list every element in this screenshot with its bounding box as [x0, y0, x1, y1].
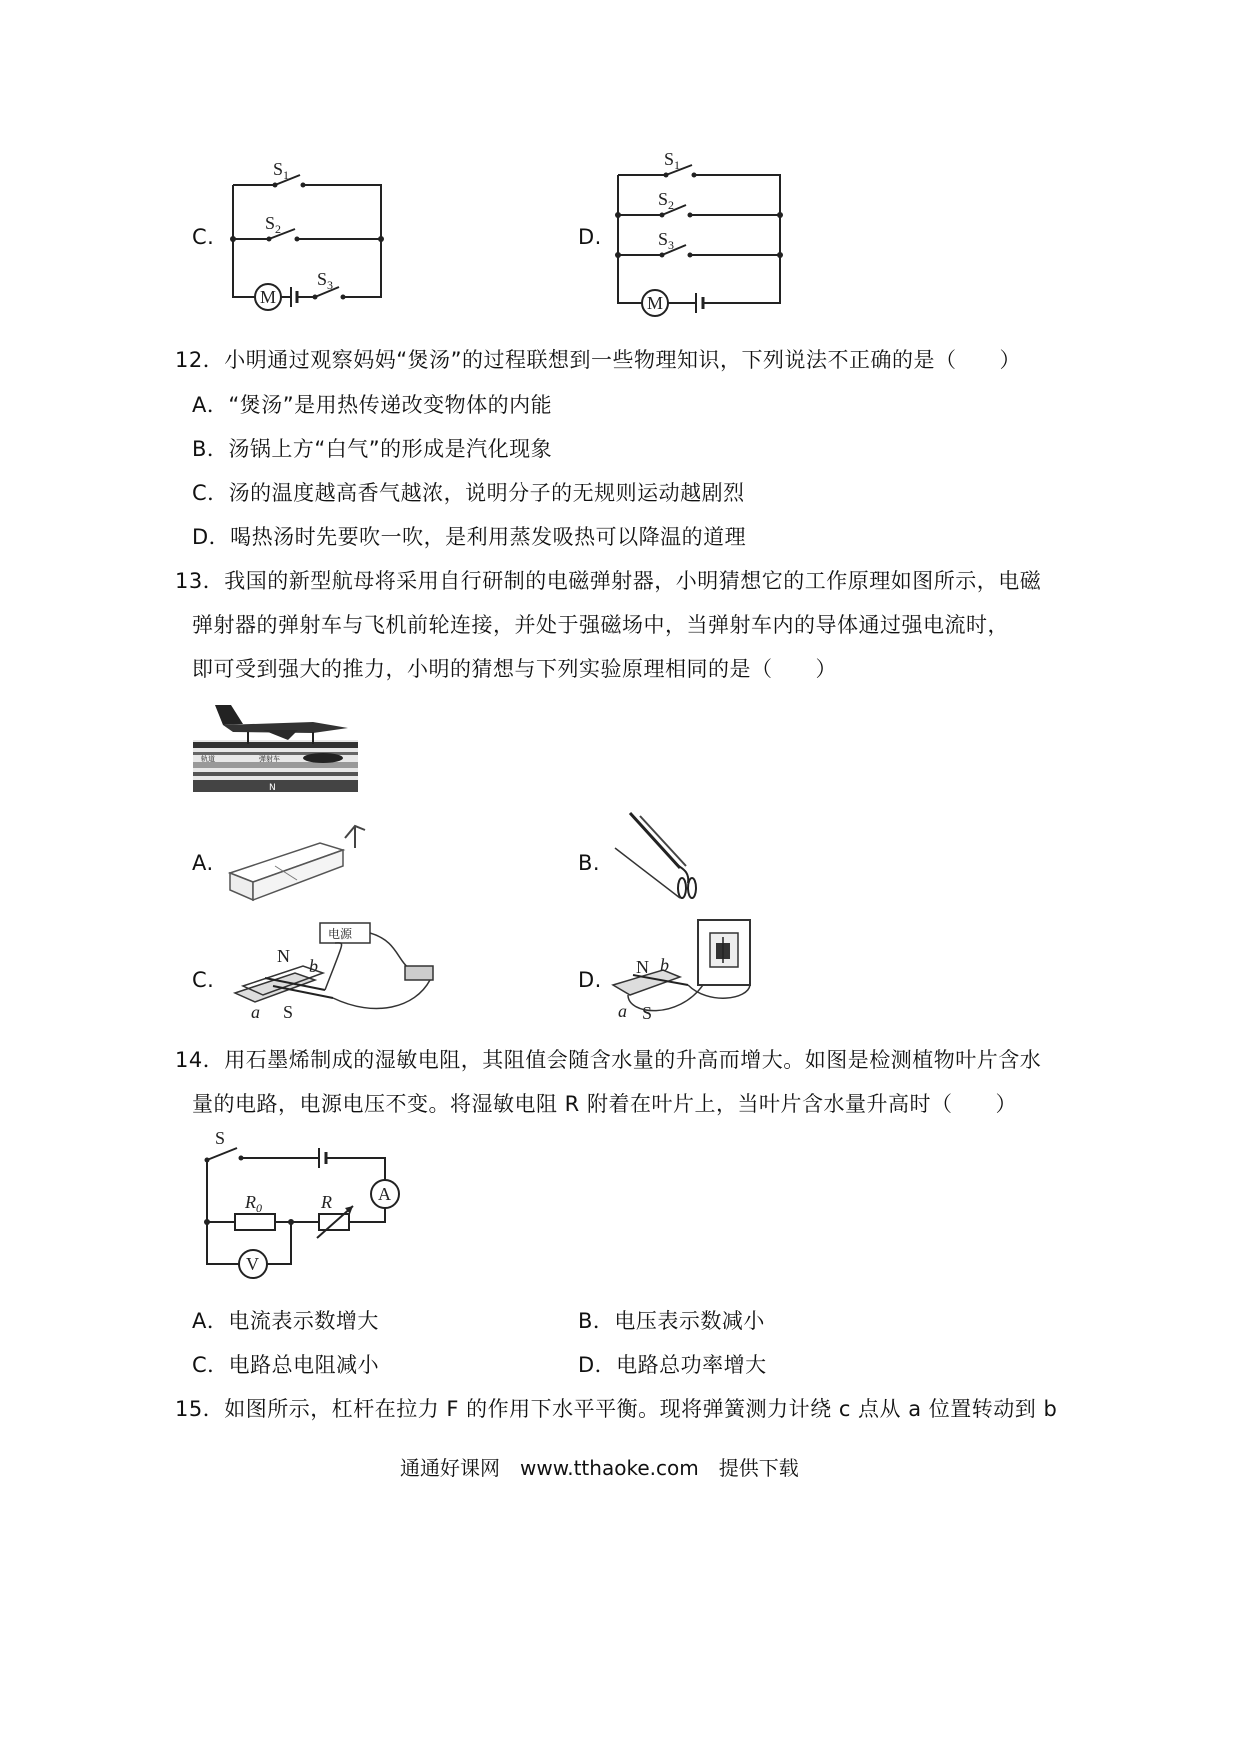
q14-voltmeter-label: V: [246, 1254, 259, 1274]
q13-c-n-label: N: [277, 946, 290, 966]
q11-d-s2-label: $S_2$: [658, 189, 675, 212]
q11-c-s3-label: $S_3$: [317, 269, 334, 292]
q14-option-a: A．电流表示数增大: [192, 1309, 379, 1333]
q12-option-a: A．“煲汤”是用热传递改变物体的内能: [192, 393, 553, 417]
q13-option-a-letter: A.: [192, 851, 214, 875]
q14-option-d: D．电路总功率增大: [578, 1353, 767, 1377]
q14-ammeter-label: A: [378, 1184, 391, 1204]
q13-d-n-label: N: [636, 957, 649, 977]
q13-stem-line-2: 弹射器的弹射车与飞机前轮连接，并处于强磁场中，当弹射车内的导体通过强电流时，: [192, 613, 1009, 637]
q14-option-b: B．电压表示数减小: [578, 1309, 765, 1333]
q14-option-c: C．电路总电阻减小: [192, 1353, 380, 1377]
q13-option-d-figure: [608, 915, 768, 1025]
q13-stem-line-1: 13．我国的新型航母将采用自行研制的电磁弹射器，小明猜想它的工作原理如图所示，电磁: [175, 569, 1042, 593]
q12-stem: 12．小明通过观察妈妈“煲汤”的过程联想到一些物理知识，下列说法不正确的是（ ）: [175, 348, 1021, 372]
q13-rail-label: 轨道: [201, 755, 215, 763]
q15-stem: 15．如图所示，杠杆在拉力 F 的作用下水平平衡。现将弹簧测力计绕 c 点从 a 位置转动到 b: [175, 1397, 1058, 1421]
q11-c-s2-label: $S_2$: [265, 213, 282, 236]
q13-option-a-figure: [225, 818, 375, 906]
q13-c-b-label: b: [309, 956, 318, 976]
page-footer: 通通好课网 www.tthaoke.com 提供下载: [400, 1456, 799, 1480]
q13-d-s-label: S: [642, 1003, 653, 1023]
q13-c-power-label: 电源: [328, 927, 353, 941]
q13-c-a-label: a: [251, 1002, 260, 1022]
q11-d-s1-label: $S_1$: [664, 149, 681, 172]
q13-stem-line-3: 即可受到强大的推力，小明的猜想与下列实验原理相同的是（ ）: [192, 657, 837, 681]
q13-cart-label: 弹射车: [259, 755, 280, 763]
q12-option-c: C．汤的温度越高香气越浓，说明分子的无规则运动越剧烈: [192, 481, 745, 505]
q11-circuit-c-diagram: [225, 155, 395, 305]
q13-option-b-letter: B.: [578, 851, 601, 875]
q13-d-b-label: b: [660, 955, 669, 975]
q11-option-c-letter: C.: [192, 225, 215, 249]
q11-d-motor-label: M: [647, 293, 664, 313]
q13-option-c-figure: [225, 918, 440, 1028]
q11-c-motor-label: M: [260, 287, 277, 307]
q12-option-b: B．汤锅上方“白气”的形成是汽化现象: [192, 437, 553, 461]
q14-r-label: R: [321, 1192, 332, 1212]
q14-circuit-diagram: [195, 1130, 425, 1300]
q13-option-d-letter: D.: [578, 968, 602, 992]
q14-stem-line-2: 量的电路，电源电压不变。将湿敏电阻 R 附着在叶片上，当叶片含水量升高时（ ）: [192, 1092, 1017, 1116]
q14-stem-line-1: 14．用石墨烯制成的湿敏电阻，其阻值会随含水量的升高而增大。如图是检测植物叶片含水: [175, 1048, 1042, 1072]
q14-switch-label: S: [215, 1128, 226, 1148]
q14-r0-label: $R_0$: [245, 1192, 262, 1215]
q11-circuit-d-diagram: [610, 145, 790, 325]
q11-c-s1-label: $S_1$: [273, 159, 290, 182]
q11-d-s3-label: $S_3$: [658, 229, 675, 252]
q13-d-a-label: a: [618, 1001, 627, 1021]
q11-option-d-letter: D.: [578, 225, 602, 249]
q13-c-s-label: S: [283, 1002, 294, 1022]
q13-pole-label: N: [269, 783, 276, 793]
q12-option-d: D．喝热汤时先要吹一吹，是利用蒸发吸热可以降温的道理: [192, 525, 747, 549]
q13-option-b-figure: [610, 808, 705, 908]
q13-catapult-figure: [193, 700, 358, 792]
q13-option-c-letter: C.: [192, 968, 215, 992]
